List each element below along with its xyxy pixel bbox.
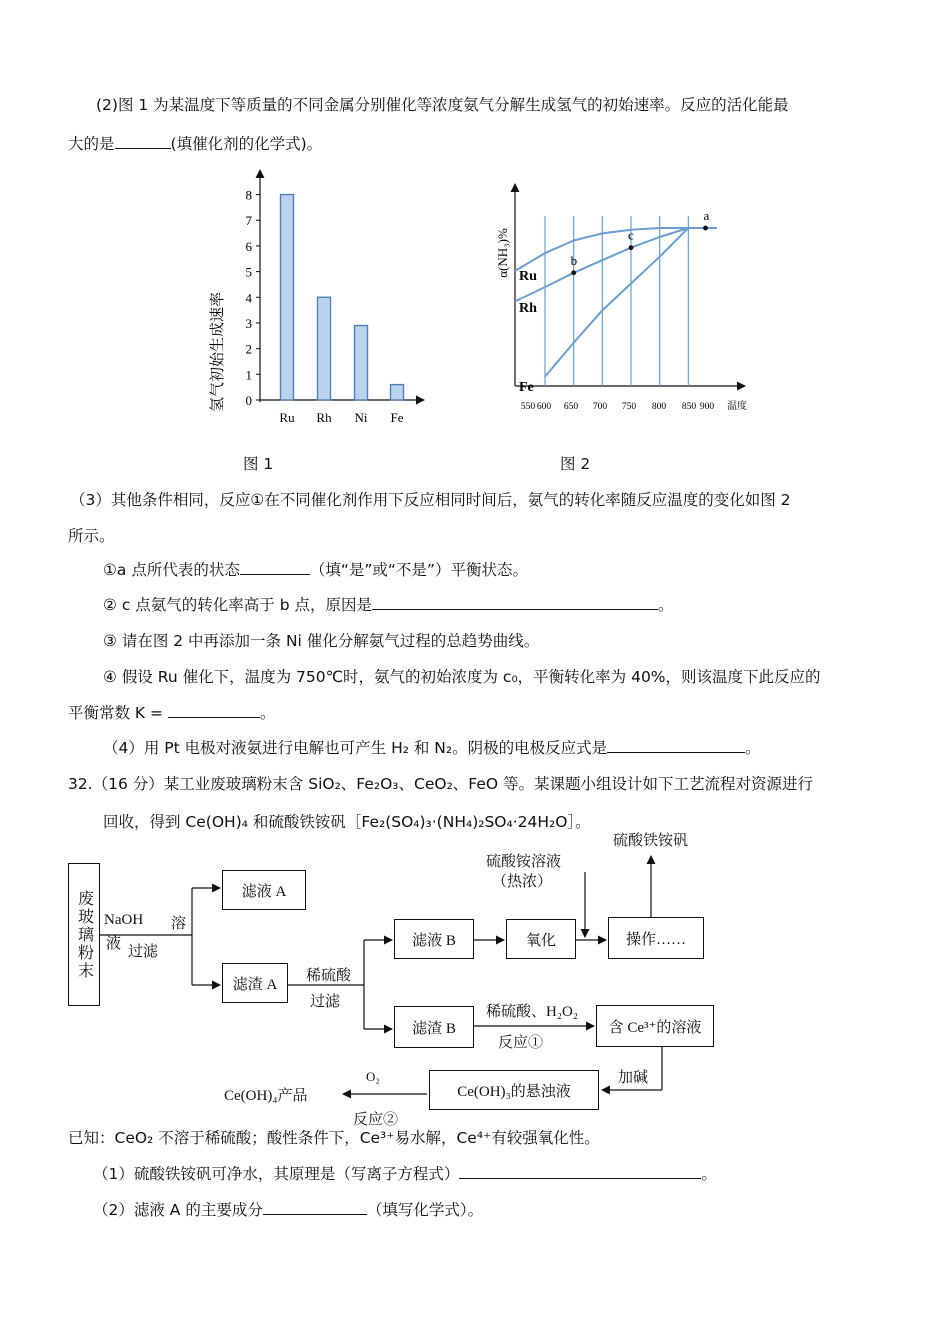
fig2-point-label: b — [570, 252, 578, 268]
p2-line — [93, 1200, 483, 1220]
flow-label-acid-h2o2: 稀硫酸、H₂O₂ — [486, 1004, 579, 1020]
fig1-y-tick-label: 8 — [245, 187, 252, 203]
q3-sub4-a: 平衡常数 K = — [68, 704, 164, 722]
fig2-x-tick-label: 700 — [592, 402, 608, 412]
flow-label-naoh-b: 溶 — [171, 916, 187, 932]
figure-1-caption: 图 1 — [243, 455, 274, 473]
fig2-series-label-rh: Rh — [519, 301, 537, 316]
flow-label-add-base: 加碱 — [618, 1070, 649, 1086]
flow-residue-a-box: 滤渣 A — [222, 963, 288, 1003]
q3-sub2-b: 。 — [657, 596, 674, 614]
answer-blank[interactable] — [263, 1200, 367, 1215]
fig1-x-tick-label: Ni — [354, 410, 368, 425]
flow-label-filter1: 过滤 — [128, 944, 159, 960]
fig2-x-tick-label: 750 — [621, 402, 637, 412]
q32-line1: 32.（16 分）某工业废玻璃粉末含 SiO₂、Fe₂O₃、CeO₂、FeO 等。某课题小组设计如下工艺流程对资源进行 — [68, 775, 814, 793]
flow-raw-material-box: 废玻璃粉末 — [68, 863, 100, 1006]
fig1-y-tick-label: 6 — [245, 238, 252, 254]
q3-sub1-b: （填“是”或“不是”）平衡状态。 — [309, 561, 528, 579]
fig1-y-tick-label: 2 — [245, 341, 252, 357]
fig2-xlabel: 温度 — [727, 401, 747, 412]
p1-line — [93, 1164, 717, 1184]
q3-intro-2: 所示。 — [68, 527, 115, 545]
q2-line2-a: 大的是 — [68, 135, 115, 153]
flow-residue-b-box: 滤渣 B — [394, 1006, 474, 1048]
fig1-y-tick-label: 5 — [245, 264, 252, 280]
p1-a: （1）硫酸铁铵矾可净水，其原理是（写离子方程式） — [93, 1165, 460, 1183]
fig2-x-tick-label: 900 — [699, 402, 715, 412]
flow-label-o2: O₂ — [366, 1069, 380, 1084]
fig1-y-tick-label: 3 — [245, 315, 252, 331]
q3-sub3: ③ 请在图 2 中再添加一条 Ni 催化分解氨气过程的总趋势曲线。 — [103, 632, 540, 650]
fig1-y-tick-label: 0 — [245, 393, 252, 408]
q3-intro-1: （3）其他条件相同，反应①在不同催化剂作用下反应相同时间后，氨气的转化率随反应温度的变化如图 2 — [70, 491, 791, 509]
fig2-x-tick-label: 550 — [520, 402, 536, 412]
flow-label-naoh: NaOH — [104, 912, 144, 928]
q4-a: （4）用 Pt 电极对液氨进行电解也可产生 H₂ 和 N₂。阴极的电极反应式是 — [103, 739, 608, 757]
q3-sub4-b: 。 — [259, 704, 276, 722]
q3-sub2-a: ② c 点氨气的转化率高于 b 点，原因是 — [103, 596, 372, 614]
flow-label-ammonium-2: （热浓） — [492, 874, 553, 890]
flow-label-ceoh4-product: Ce(OH)₄产品 — [224, 1088, 308, 1104]
p1-b: 。 — [701, 1165, 717, 1183]
fig2-point-label: c — [628, 227, 634, 243]
p2-b: （填写化学式）。 — [366, 1201, 484, 1219]
flow-label-reaction2: 反应② — [353, 1112, 399, 1128]
flow-label-filter2: 过滤 — [310, 994, 341, 1010]
fig2-x-tick-label: 650 — [563, 402, 579, 412]
fig2-point-label: a — [703, 208, 710, 223]
fig1-x-tick-label: Fe — [390, 410, 404, 425]
known-conditions: 已知：CeO₂ 不溶于稀硫酸；酸性条件下，Ce³⁺易水解，Ce⁴⁺有较强氧化性。 — [68, 1129, 600, 1147]
figure-2-caption: 图 2 — [560, 455, 591, 473]
flow-oxidize-box: 氧化 — [506, 919, 576, 959]
q4-b: 。 — [745, 739, 761, 757]
flow-label-dilute-acid: 稀硫酸 — [306, 968, 352, 984]
flow-filtrate-b-box: 滤液 B — [394, 919, 474, 959]
fig2-series-label-ru: Ru — [519, 269, 537, 284]
p2-a: （2）滤液 A 的主要成分 — [93, 1201, 263, 1219]
fig2-series-label-fe: Fe — [519, 380, 534, 395]
flow-filtrate-a-box: 滤液 A — [222, 870, 306, 910]
flow-operation-box: 操作…… — [608, 917, 704, 959]
flow-label-product-top: 硫酸铁铵矾 — [613, 833, 689, 849]
q32-line2: 回收，得到 Ce(OH)₄ 和硫酸铁铵矾［Fe₂(SO₄)₃·(NH₄)₂SO₄·24H₂O］。 — [103, 813, 591, 831]
fig2-ylabel: α(NH₃)% — [495, 228, 510, 278]
fig2-x-tick-label: 850 — [681, 402, 697, 412]
flow-label-ammonium-1: 硫酸铵溶液 — [486, 854, 562, 870]
q3-sub4-line1: ④ 假设 Ru 催化下，温度为 750℃时，氨气的初始浓度为 c₀，平衡转化率为 40%，则该温度下此反应的 — [103, 668, 821, 686]
flow-ce3-solution-box: 含 Ce³⁺的溶液 — [596, 1005, 714, 1047]
fig1-x-tick-label: Rh — [316, 410, 332, 425]
fig1-y-tick-label: 7 — [245, 213, 252, 229]
q2-line2-b: (填催化剂的化学式)。 — [170, 135, 323, 153]
flow-label-reaction1: 反应① — [498, 1035, 544, 1051]
q3-sub1-a: ①a 点所代表的状态 — [103, 561, 240, 579]
flow-ceoh3-box: Ce(OH)₃的悬浊液 — [429, 1070, 599, 1110]
fig1-y-tick-label: 1 — [245, 367, 252, 383]
flow-label-naoh-c: 液 — [106, 936, 122, 952]
fig2-x-tick-label: 600 — [536, 402, 552, 412]
fig1-y-tick-label: 4 — [245, 290, 252, 306]
fig1-ylabel: 氢气初始生成速率 — [210, 291, 226, 413]
fig2-x-tick-label: 800 — [651, 402, 667, 412]
answer-blank[interactable] — [459, 1164, 701, 1179]
q2-line1: (2)图 1 为某温度下等质量的不同金属分别催化等浓度氨气分解生成氢气的初始速率。反应的活化能最 — [96, 96, 789, 114]
fig1-x-tick-label: Ru — [279, 410, 295, 425]
